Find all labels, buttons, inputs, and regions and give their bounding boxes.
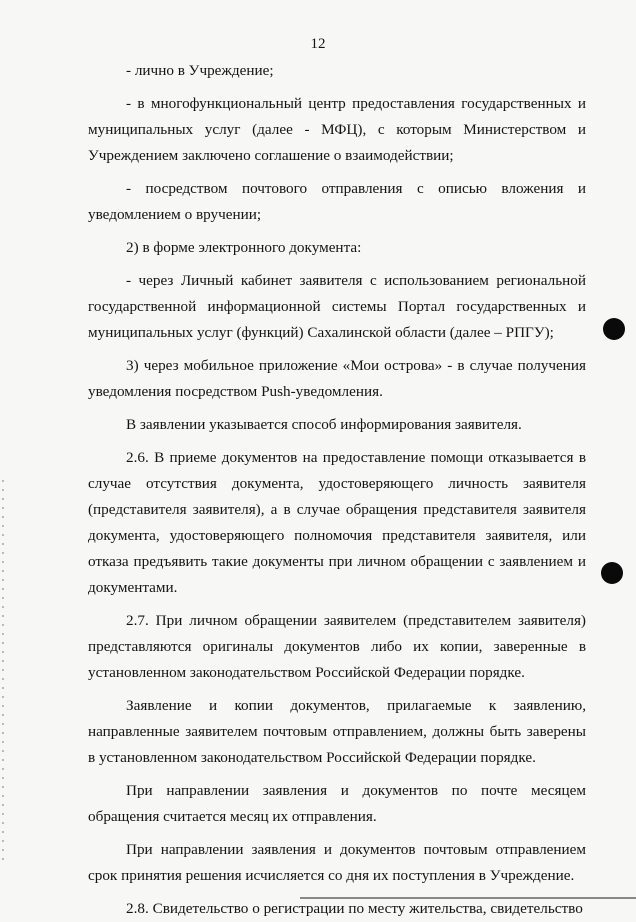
paragraph-10: Заявление и копии документов, прилагаемые к заявлению, направленные заявителем почтовым отправлением, должны быть заверены в установленном законодательством Российской Федерации порядке.	[88, 697, 586, 766]
paragraph-5: - через Личный кабинет заявителя с использованием региональной государственной информационной системы Портал государственных и муниципальных услуг (функций) Сахалинской области (далее – РПГУ);	[88, 272, 586, 341]
paragraph-1: - лично в Учреждение;	[126, 62, 274, 79]
scan-edge-line	[300, 897, 636, 899]
document-body	[88, 58, 586, 922]
paragraph-13: 2.8. Свидетельство о регистрации по месту жительства, свидетельство	[126, 900, 583, 917]
paragraph-9: 2.7. При личном обращении заявителем (представителем заявителя) представляются оригиналы документов либо их копии, заверенные в установленном законодательством Российской Федерации порядке.	[88, 612, 586, 681]
scan-margin-artifact	[2, 480, 4, 860]
paragraph-11: При направлении заявления и документов по почте месяцем обращения считается месяц их отправления.	[88, 782, 586, 825]
paragraph-4: 2) в форме электронного документа:	[126, 239, 362, 256]
paragraph-2: - в многофункциональный центр предоставления государственных и муниципальных услуг (далее - МФЦ), с которым Министерством и Учреждением заключено соглашение о взаимодействии;	[88, 95, 586, 164]
paragraph-7: В заявлении указывается способ информирования заявителя.	[126, 416, 522, 433]
paragraph-12: При направлении заявления и документов почтовым отправлением срок принятия решения исчисляется со дня их поступления в Учреждение.	[88, 841, 586, 884]
paragraph-8: 2.6. В приеме документов на предоставление помощи отказывается в случае отсутствия документа, удостоверяющего личность заявителя (представителя заявителя), а в случае обращения представителя заявителя документа, удостоверяющего полномочия представителя заявителя, или отказа предъявить такие документы при личном обращении с заявлением и документами.	[88, 449, 586, 596]
paragraph-3: - посредством почтового отправления с описью вложения и уведомлением о вручении;	[88, 180, 586, 223]
page-number: 12	[310, 36, 326, 52]
paragraph-6: 3) через мобильное приложение «Мои острова» - в случае получения уведомления посредством Push-уведомления.	[88, 357, 586, 400]
punch-hole-mark	[601, 562, 623, 584]
punch-hole-mark	[603, 318, 625, 340]
